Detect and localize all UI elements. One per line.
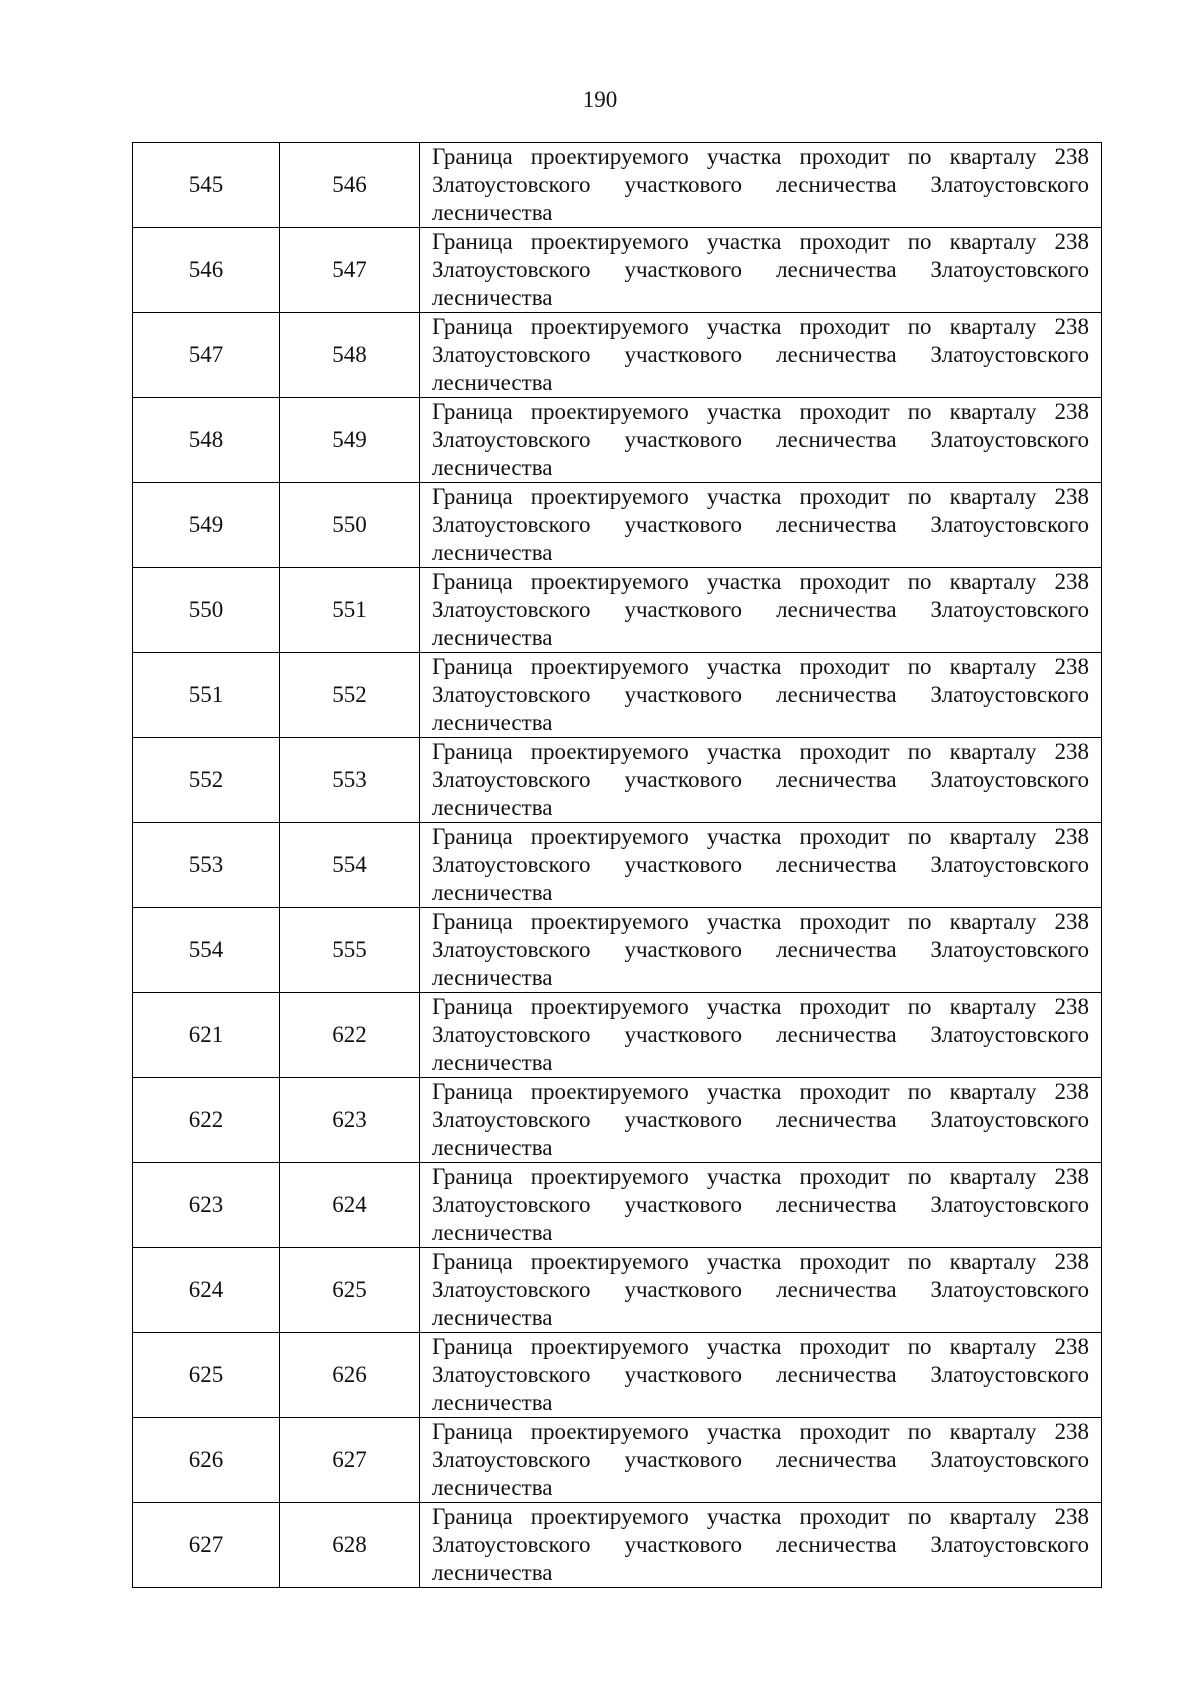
boundary-description-cell: Граница проектируемого участка проходит по кварталу 238 Златоустовского участкового лесничества Златоустовского лесничества: [420, 1503, 1102, 1588]
table-row: [133, 143, 1102, 228]
point-to-cell: 622: [280, 993, 420, 1078]
point-from-cell: 546: [133, 228, 280, 313]
point-to-cell: 546: [280, 143, 420, 228]
table-row: [133, 738, 1102, 823]
point-from-cell: 545: [133, 143, 280, 228]
point-to-cell: 626: [280, 1333, 420, 1418]
boundary-description-cell: Граница проектируемого участка проходит по кварталу 238 Златоустовского участкового лесничества Златоустовского лесничества: [420, 483, 1102, 568]
table-row: [133, 228, 1102, 313]
point-to-cell: 624: [280, 1163, 420, 1248]
table-row: [133, 313, 1102, 398]
boundary-description-cell: Граница проектируемого участка проходит по кварталу 238 Златоустовского участкового лесничества Златоустовского лесничества: [420, 1248, 1102, 1333]
point-to-cell: 555: [280, 908, 420, 993]
table-row: [133, 398, 1102, 483]
boundary-description-cell: Граница проектируемого участка проходит по кварталу 238 Златоустовского участкового лесничества Златоустовского лесничества: [420, 1333, 1102, 1418]
table-row: [133, 483, 1102, 568]
boundary-description-cell: Граница проектируемого участка проходит по кварталу 238 Златоустовского участкового лесничества Златоустовского лесничества: [420, 908, 1102, 993]
table-row: [133, 653, 1102, 738]
table-row: [133, 908, 1102, 993]
boundary-description-cell: Граница проектируемого участка проходит по кварталу 238 Златоустовского участкового лесничества Златоустовского лесничества: [420, 313, 1102, 398]
point-from-cell: 626: [133, 1418, 280, 1503]
point-to-cell: 628: [280, 1503, 420, 1588]
point-to-cell: 553: [280, 738, 420, 823]
point-from-cell: 622: [133, 1078, 280, 1163]
point-from-cell: 554: [133, 908, 280, 993]
table-row: [133, 1503, 1102, 1588]
point-from-cell: 625: [133, 1333, 280, 1418]
boundary-description-cell: Граница проектируемого участка проходит по кварталу 238 Златоустовского участкового лесничества Златоустовского лесничества: [420, 1163, 1102, 1248]
table-body: [133, 143, 1102, 1588]
boundary-description-cell: Граница проектируемого участка проходит по кварталу 238 Златоустовского участкового лесничества Златоустовского лесничества: [420, 823, 1102, 908]
boundary-description-cell: Граница проектируемого участка проходит по кварталу 238 Златоустовского участкового лесничества Златоустовского лесничества: [420, 143, 1102, 228]
point-from-cell: 549: [133, 483, 280, 568]
boundary-description-cell: Граница проектируемого участка проходит по кварталу 238 Златоустовского участкового лесничества Златоустовского лесничества: [420, 993, 1102, 1078]
point-to-cell: 623: [280, 1078, 420, 1163]
boundary-description-cell: Граница проектируемого участка проходит по кварталу 238 Златоустовского участкового лесничества Златоустовского лесничества: [420, 228, 1102, 313]
table-row: [133, 823, 1102, 908]
point-from-cell: 547: [133, 313, 280, 398]
point-to-cell: 550: [280, 483, 420, 568]
point-to-cell: 549: [280, 398, 420, 483]
point-from-cell: 548: [133, 398, 280, 483]
point-to-cell: 625: [280, 1248, 420, 1333]
table-row: [133, 993, 1102, 1078]
boundary-description-cell: Граница проектируемого участка проходит по кварталу 238 Златоустовского участкового лесничества Златоустовского лесничества: [420, 738, 1102, 823]
table-row: [133, 1078, 1102, 1163]
point-to-cell: 548: [280, 313, 420, 398]
page-number: 190: [582, 87, 618, 112]
table-row: [133, 568, 1102, 653]
boundary-description-cell: Граница проектируемого участка проходит по кварталу 238 Златоустовского участкового лесничества Златоустовского лесничества: [420, 398, 1102, 483]
boundary-description-cell: Граница проектируемого участка проходит по кварталу 238 Златоустовского участкового лесничества Златоустовского лесничества: [420, 1418, 1102, 1503]
point-from-cell: 624: [133, 1248, 280, 1333]
point-from-cell: 553: [133, 823, 280, 908]
point-from-cell: 621: [133, 993, 280, 1078]
boundary-description-cell: Граница проектируемого участка проходит по кварталу 238 Златоустовского участкового лесничества Златоустовского лесничества: [420, 653, 1102, 738]
boundary-description-cell: Граница проектируемого участка проходит по кварталу 238 Златоустовского участкового лесничества Златоустовского лесничества: [420, 568, 1102, 653]
point-from-cell: 550: [133, 568, 280, 653]
point-to-cell: 547: [280, 228, 420, 313]
table-row: [133, 1333, 1102, 1418]
boundary-table: [132, 142, 1102, 1588]
point-to-cell: 552: [280, 653, 420, 738]
point-from-cell: 627: [133, 1503, 280, 1588]
point-to-cell: 554: [280, 823, 420, 908]
point-from-cell: 551: [133, 653, 280, 738]
point-to-cell: 627: [280, 1418, 420, 1503]
point-from-cell: 552: [133, 738, 280, 823]
boundary-description-cell: Граница проектируемого участка проходит по кварталу 238 Златоустовского участкового лесничества Златоустовского лесничества: [420, 1078, 1102, 1163]
point-from-cell: 623: [133, 1163, 280, 1248]
table-row: [133, 1163, 1102, 1248]
table-row: [133, 1248, 1102, 1333]
point-to-cell: 551: [280, 568, 420, 653]
table-row: [133, 1418, 1102, 1503]
